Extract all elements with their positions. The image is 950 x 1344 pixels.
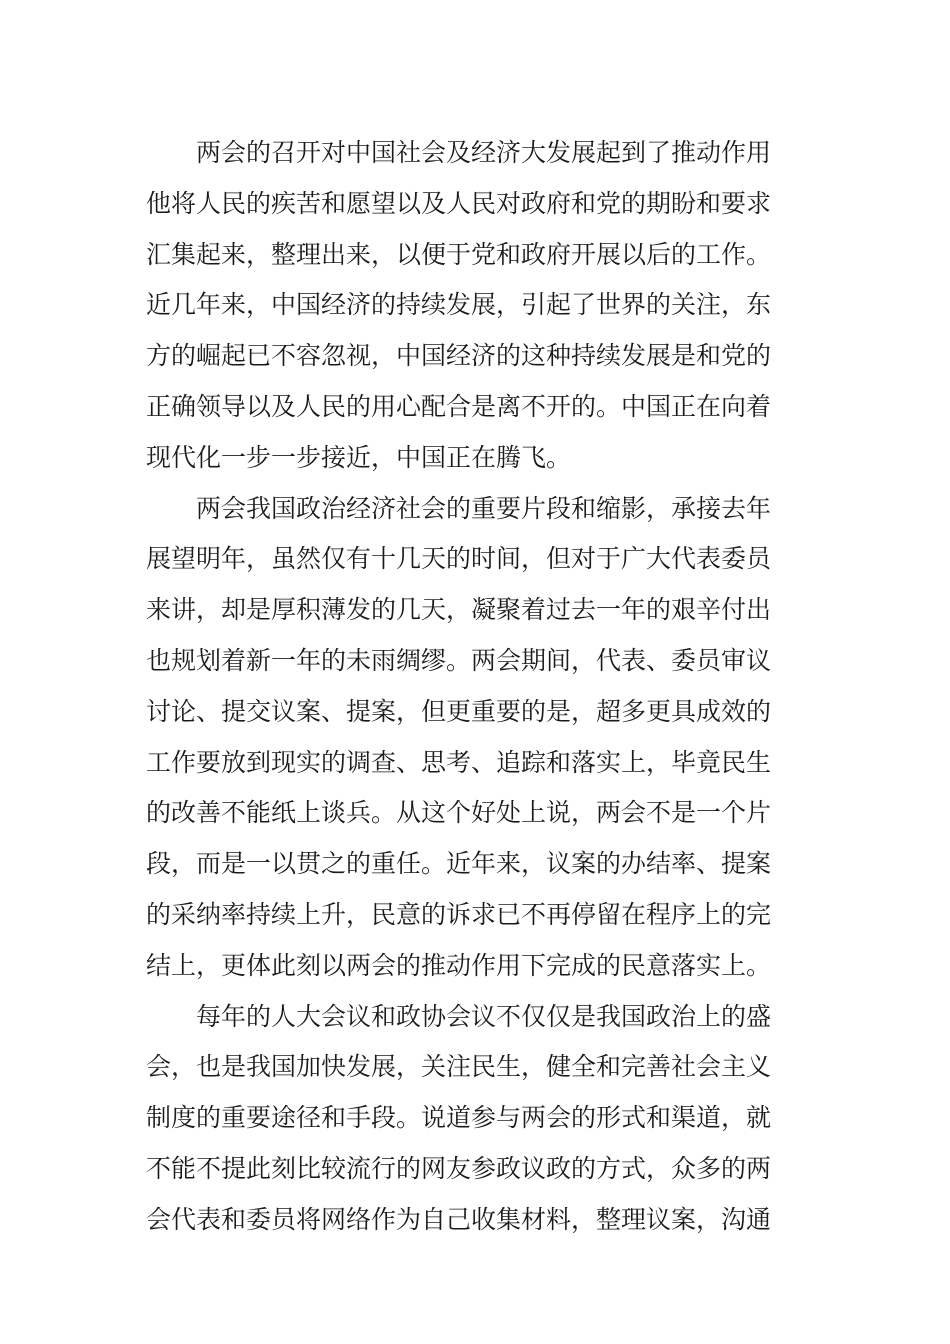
- paragraph-3-line-5: 会代表和委员将网络作为自己收集材料，整理议案，沟通: [146, 1204, 772, 1234]
- paragraph-3-line-1: 每年的人大会议和政协会议不仅仅是我国政治上的盛: [196, 1001, 772, 1031]
- paragraph-1-line-4: 近几年来，中国经济的持续发展，引起了世界的关注，东: [146, 290, 772, 320]
- paragraph-1-line-5: 方的崛起已不容忽视，中国经济的这种持续发展是和党的: [146, 341, 772, 371]
- paragraph-2-line-10: 结上，更体此刻以两会的推动作用下完成的民意落实上。: [146, 950, 772, 980]
- paragraph-2-line-6: 工作要放到现实的调查、思考、追踪和落实上，毕竟民生: [146, 747, 772, 777]
- paragraph-3-line-4: 不能不提此刻比较流行的网友参政议政的方式，众多的两: [146, 1153, 772, 1183]
- paragraph-1-line-2: 他将人民的疾苦和愿望以及人民对政府和党的期盼和要求: [146, 188, 772, 218]
- paragraph-2-line-1: 两会我国政治经济社会的重要片段和缩影，承接去年: [196, 493, 772, 523]
- paragraph-1-line-6: 正确领导以及人民的用心配合是离不开的。中国正在向着: [146, 391, 772, 421]
- paragraph-1-line-3: 汇集起来，整理出来，以便于党和政府开展以后的工作。: [146, 239, 772, 269]
- paragraph-2-line-2: 展望明年，虽然仅有十几天的时间，但对于广大代表委员: [146, 544, 772, 574]
- paragraph-2-line-4: 也规划着新一年的未雨绸缪。两会期间，代表、委员审议: [146, 645, 772, 675]
- paragraph-3-line-2: 会，也是我国加快发展，关注民生，健全和完善社会主义: [146, 1052, 772, 1082]
- paragraph-2-line-8: 段，而是一以贯之的重任。近年来，议案的办结率、提案: [146, 849, 772, 879]
- paragraph-2-line-3: 来讲，却是厚积薄发的几天，凝聚着过去一年的艰辛付出: [146, 595, 772, 625]
- paragraph-3-line-3: 制度的重要途径和手段。说道参与两会的形式和渠道，就: [146, 1103, 772, 1133]
- paragraph-1-line-1: 两会的召开对中国社会及经济大发展起到了推动作用: [196, 138, 772, 167]
- paragraph-2-line-9: 的采纳率持续上升，民意的诉求已不再停留在程序上的完: [146, 899, 772, 929]
- document-body: [146, 128, 786, 1246]
- paragraph-2-line-7: 的改善不能纸上谈兵。从这个好处上说，两会不是一个片: [146, 798, 772, 828]
- paragraph-1-line-7: 现代化一步一步接近，中国正在腾飞。: [146, 442, 572, 472]
- paragraph-2-line-5: 讨论、提交议案、提案，但更重要的是，超多更具成效的: [146, 696, 772, 726]
